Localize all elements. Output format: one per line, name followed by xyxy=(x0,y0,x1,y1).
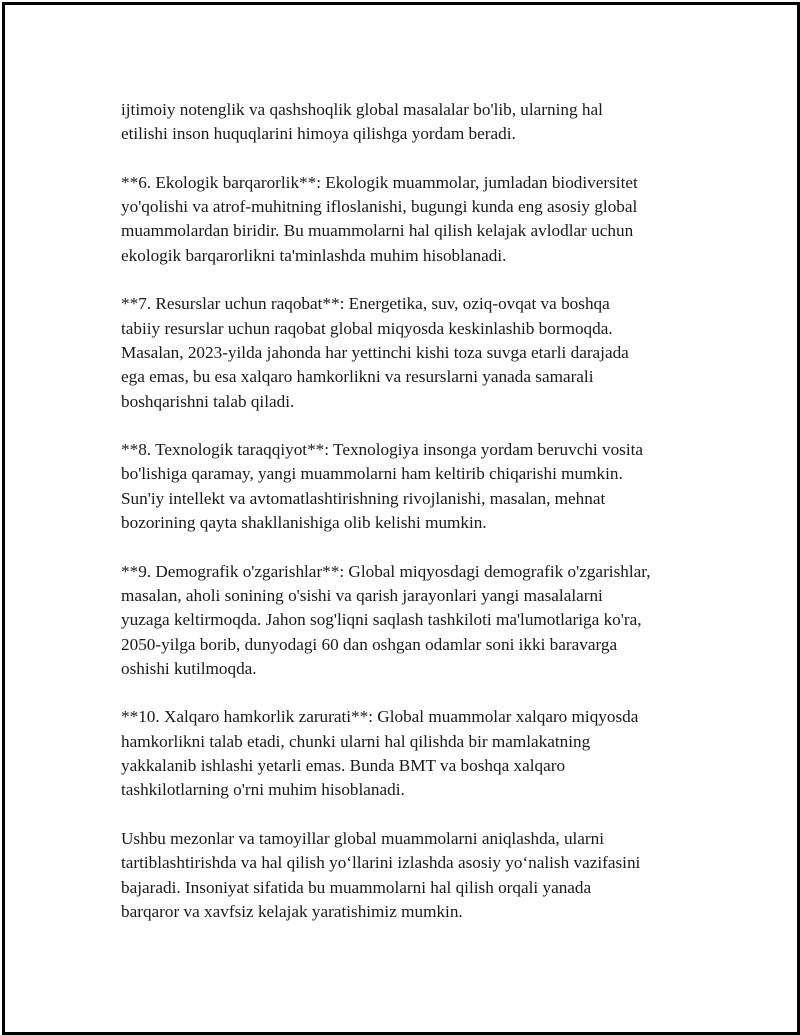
text-line: **8. Texnologik taraqqiyot**: Texnologiya insonga yordam beruvchi vosita xyxy=(121,440,644,460)
text-line: boshqarishni talab qiladi. xyxy=(121,391,295,411)
text-line: Masalan, 2023-yilda jahonda har yettinchi kishi toza suvga etarli darajada xyxy=(121,342,629,362)
paragraph-texnologik-taraqqiyot xyxy=(121,438,701,535)
paragraph-intro-continuation xyxy=(121,98,701,147)
text-line: Ushbu mezonlar va tamoyillar global muammolarni aniqlashda, ularni xyxy=(121,828,605,848)
text-line: tashkilotlarning o'rni muhim hisoblanadi. xyxy=(121,780,405,800)
paragraph-xalqaro-hamkorlik xyxy=(121,705,701,802)
text-line: oshishi kutilmoqda. xyxy=(121,658,257,678)
text-line: 2050-yilga borib, dunyodagi 60 dan oshgan odamlar soni ikki baravarga xyxy=(121,634,618,654)
text-line: tartiblashtirishda va hal qilish yo‘llarini izlashda asosiy yo‘nalish vazifasini xyxy=(121,853,641,873)
text-line: masalan, aholi sonining o'sishi va qarish jarayonlari yangi masalalarni xyxy=(121,585,603,605)
paragraph-conclusion xyxy=(121,827,701,924)
text-line: ega emas, bu esa xalqaro hamkorlikni va resurslarni yanada samarali xyxy=(121,367,594,387)
text-line: bozorining qayta shakllanishiga olib kelishi mumkin. xyxy=(121,513,487,533)
document-body xyxy=(121,98,701,924)
text-line: tabiiy resurslar uchun raqobat global miqyosda keskinlashib bormoqda. xyxy=(121,318,613,338)
paragraph-demografik-ozgarishlar xyxy=(121,560,701,681)
paragraph-ekologik-barqarorlik xyxy=(121,171,701,268)
text-line: **10. Xalqaro hamkorlik zarurati**: Global muammolar xalqaro miqyosda xyxy=(121,707,639,727)
text-line: **9. Demografik o'zgarishlar**: Global miqyosdagi demografik o'zgarishlar, xyxy=(121,561,651,581)
text-line: barqaror va xavfsiz kelajak yaratishimiz mumkin. xyxy=(121,901,463,921)
text-line: ekologik barqarorlikni ta'minlashda muhim hisoblanadi. xyxy=(121,245,507,265)
text-line: muammolardan biridir. Bu muammolarni hal qilish kelajak avlodlar uchun xyxy=(121,221,634,241)
text-line: bo'lishiga qaramay, yangi muammolarni ham keltirib chiqarishi mumkin. xyxy=(121,464,623,484)
text-line: ijtimoiy notenglik va qashshoqlik global masalalar bo'lib, ularning hal xyxy=(121,100,603,119)
text-line: yakkalanib ishlashi yetarli emas. Bunda BMT va boshqa xalqaro xyxy=(121,756,566,776)
text-line: **7. Resurslar uchun raqobat**: Energetika, suv, oziq-ovqat va boshqa xyxy=(121,294,610,314)
paragraph-resurslar-raqobat xyxy=(121,292,701,413)
text-line: Sun'iy intellekt va avtomatlashtirishning rivojlanishi, masalan, mehnat xyxy=(121,488,606,508)
text-line: yuzaga keltirmoqda. Jahon sog'liqni saqlash tashkiloti ma'lumotlariga ko'ra, xyxy=(121,610,642,630)
text-line: yo'qolishi va atrof-muhitning ifloslanishi, bugungi kunda eng asosiy global xyxy=(121,197,638,217)
text-line: **6. Ekologik barqarorlik**: Ekologik muammolar, jumladan biodiversitet xyxy=(121,172,638,192)
text-line: etilishi inson huquqlarini himoya qilishga yordam beradi. xyxy=(121,124,516,144)
text-line: hamkorlikni talab etadi, chunki ularni hal qilishda bir mamlakatning xyxy=(121,731,591,751)
page-frame xyxy=(2,2,800,1035)
text-line: bajaradi. Insoniyat sifatida bu muammolarni hal qilish orqali yanada xyxy=(121,877,592,897)
